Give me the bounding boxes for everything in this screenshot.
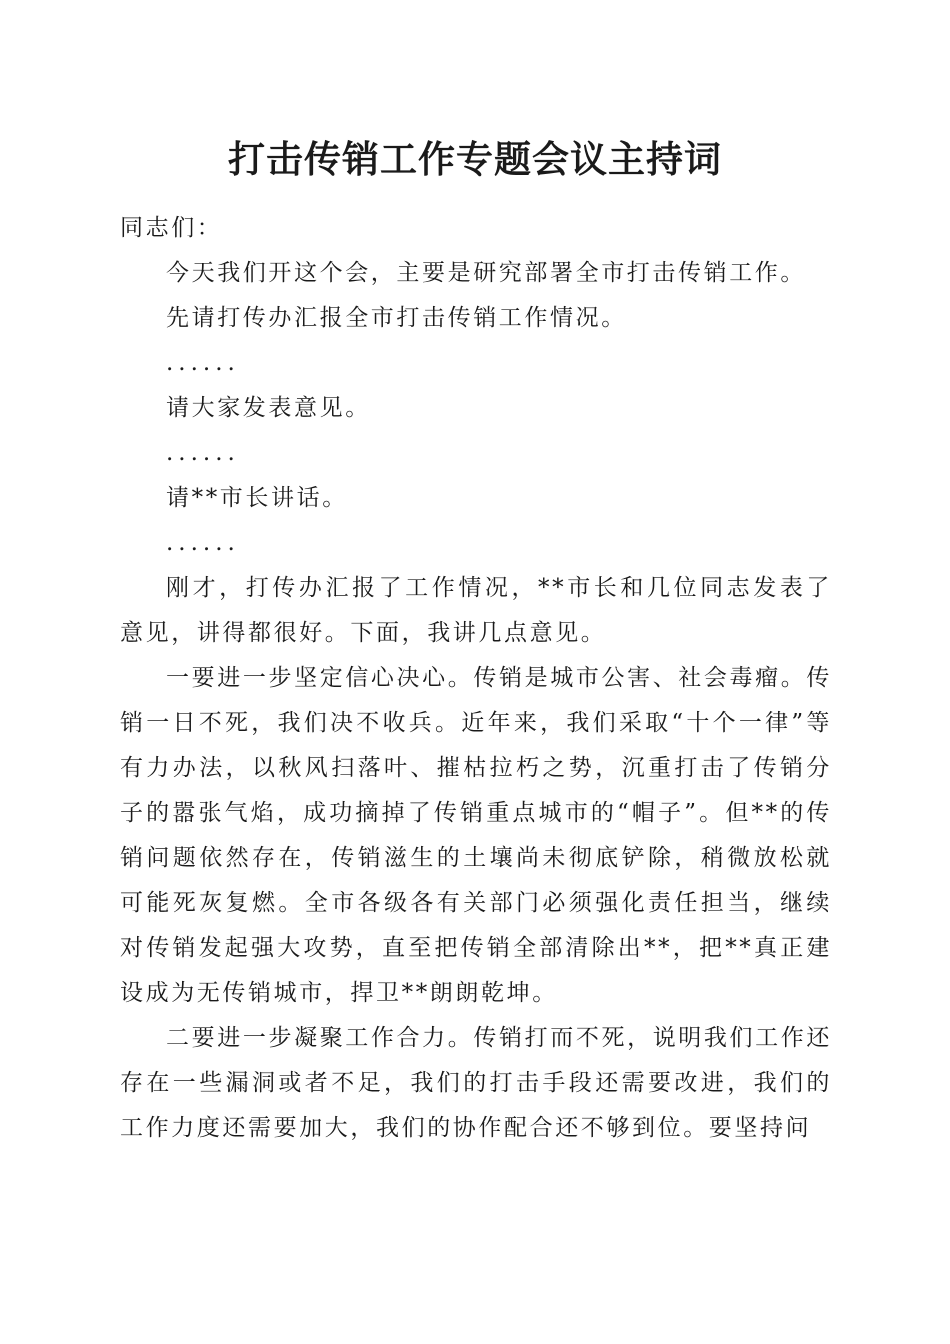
paragraph: 请**市长讲话。 bbox=[166, 485, 348, 511]
ellipsis-line: ...... bbox=[166, 350, 240, 376]
paragraph: 二要进一步凝聚工作合力。传销打而不死，说明我们工作还存在一些漏洞或者不足，我们的打击手段还需要改进，我们的工作力度还需要加大，我们的协作配合还不够到位。要坚持问 bbox=[120, 1025, 832, 1141]
document-title: 打击传销工作专题会议主持词 bbox=[228, 137, 722, 181]
paragraph: 今天我们开这个会，主要是研究部署全市打击传销工作。 bbox=[166, 260, 806, 286]
paragraph: 先请打传办汇报全市打击传销工作情况。 bbox=[166, 305, 627, 331]
ellipsis-line: ...... bbox=[166, 440, 240, 466]
document-body bbox=[120, 206, 832, 1151]
ellipsis-line: ...... bbox=[166, 530, 240, 556]
paragraph: 请大家发表意见。 bbox=[166, 395, 371, 421]
paragraph: 一要进一步坚定信心决心。传销是城市公害、社会毒瘤。传销一日不死，我们决不收兵。近年来，我们采取“十个一律”等有力办法，以秋风扫落叶、摧枯拉朽之势，沉重打击了传销分子的嚣张气焰，成功摘掉了传销重点城市的“帽子”。但**的传销问题依然存在，传销滋生的土壤尚未彻底铲除，稍微放松就可能死灰复燃。全市各级各有关部门必须强化责任担当，继续对传销发起强大攻势，直至把传销全部清除出**，把**真正建设成为无传销城市，捍卫**朗朗乾坤。 bbox=[120, 665, 832, 1006]
paragraph: 刚才，打传办汇报了工作情况，**市长和几位同志发表了意见，讲得都很好。下面，我讲几点意见。 bbox=[120, 575, 832, 646]
salutation: 同志们： bbox=[120, 215, 223, 241]
